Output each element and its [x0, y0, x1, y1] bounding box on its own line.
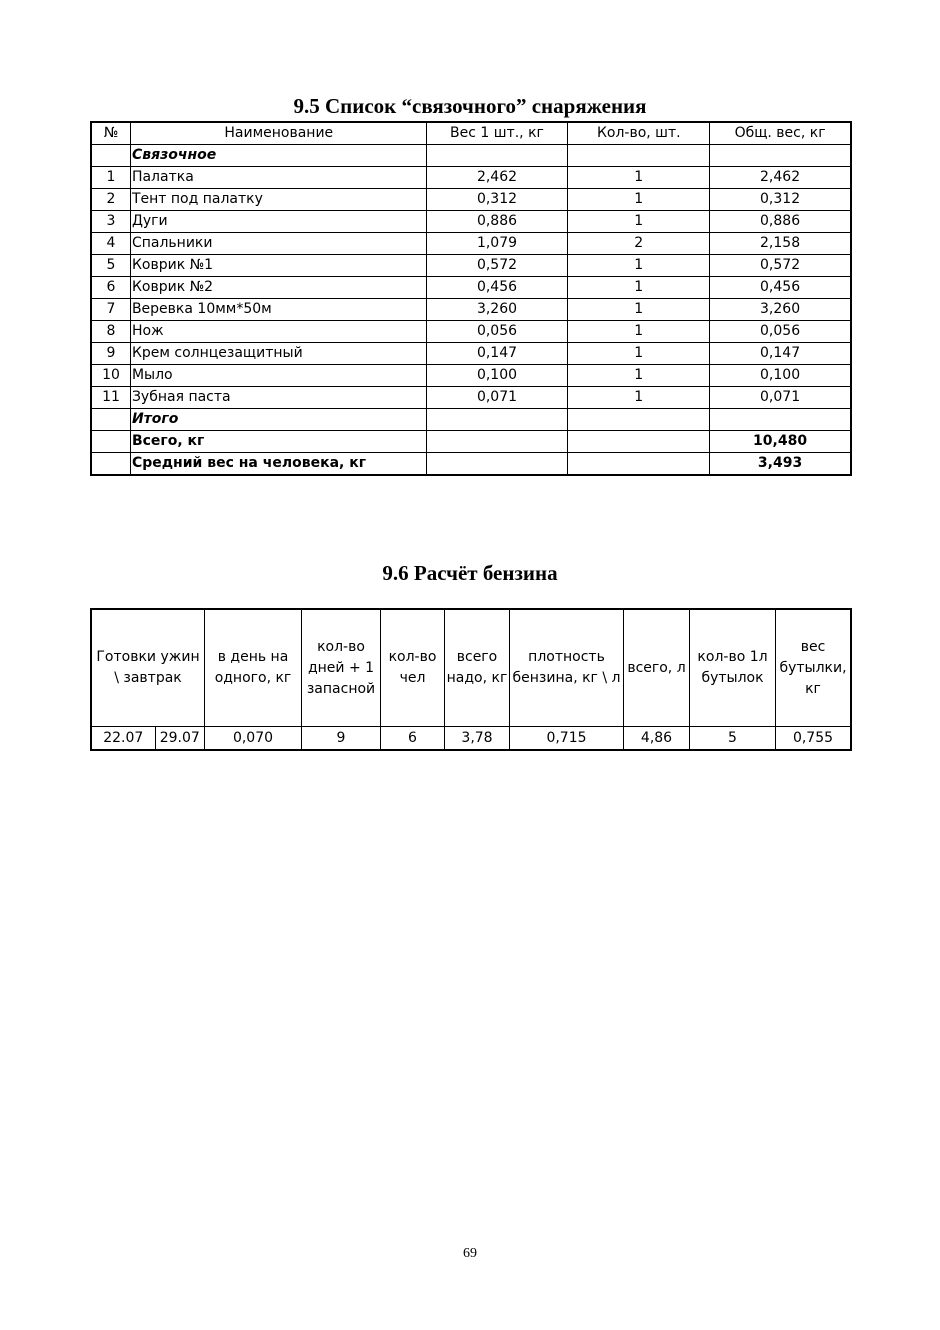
- row-qty: 1: [568, 299, 710, 321]
- table-row: [91, 365, 851, 387]
- row-qty: 1: [568, 321, 710, 343]
- table-row: [91, 211, 851, 233]
- header-bottle-weight: вес бутылки, кг: [776, 609, 852, 727]
- header-days: кол-во дней + 1 запасной: [302, 609, 381, 727]
- table-row: [91, 233, 851, 255]
- row-weight: 0,100: [426, 365, 568, 387]
- row-name: Веревка 10мм*50м: [130, 299, 426, 321]
- row-num: 3: [91, 211, 130, 233]
- table-row: [91, 277, 851, 299]
- row-total: 0,572: [710, 255, 851, 277]
- header-bottles: кол-во 1л бутылок: [690, 609, 776, 727]
- row-weight: 0,312: [426, 189, 568, 211]
- row-name: Палатка: [130, 167, 426, 189]
- row-name: Мыло: [130, 365, 426, 387]
- row-name: Коврик №1: [130, 255, 426, 277]
- row-qty: 1: [568, 343, 710, 365]
- value-days: 9: [302, 727, 381, 751]
- header-num: №: [91, 122, 130, 145]
- row-name: Спальники: [130, 233, 426, 255]
- row-name: Дуги: [130, 211, 426, 233]
- total-row: [91, 431, 851, 453]
- section-row: [91, 145, 851, 167]
- avg-value: 3,493: [710, 453, 851, 476]
- row-num: 10: [91, 365, 130, 387]
- fuel-values-row: [91, 727, 851, 751]
- section-label: Связочное: [130, 145, 426, 167]
- row-total: 2,462: [710, 167, 851, 189]
- row-total: 0,456: [710, 277, 851, 299]
- row-name: Зубная паста: [130, 387, 426, 409]
- row-qty: 1: [568, 211, 710, 233]
- row-num: 4: [91, 233, 130, 255]
- table-row: [91, 343, 851, 365]
- table-row: [91, 255, 851, 277]
- page-number: 69: [463, 1246, 477, 1261]
- header-name: Наименование: [130, 122, 426, 145]
- fuel-header-row: [91, 609, 851, 727]
- row-num: 11: [91, 387, 130, 409]
- value-people: 6: [381, 727, 445, 751]
- row-qty: 1: [568, 189, 710, 211]
- row-qty: 2: [568, 233, 710, 255]
- row-num: 1: [91, 167, 130, 189]
- row-weight: 2,462: [426, 167, 568, 189]
- row-total: 0,071: [710, 387, 851, 409]
- header-per-day: в день на одного, кг: [205, 609, 302, 727]
- row-num: 5: [91, 255, 130, 277]
- summary-label: Итого: [130, 409, 426, 431]
- header-total-need: всего надо, кг: [445, 609, 510, 727]
- row-name: Крем солнцезащитный: [130, 343, 426, 365]
- avg-label: Средний вес на человека, кг: [130, 453, 426, 476]
- header-weight: Вес 1 шт., кг: [426, 122, 568, 145]
- table-row: [91, 167, 851, 189]
- table-row: [91, 189, 851, 211]
- value-dinner: 22.07: [91, 727, 155, 751]
- header-total-l: всего, л: [624, 609, 690, 727]
- row-name: Тент под палатку: [130, 189, 426, 211]
- row-num: 7: [91, 299, 130, 321]
- header-cooking: Готовки ужин \ завтрак: [91, 609, 205, 727]
- row-weight: 3,260: [426, 299, 568, 321]
- row-num: 6: [91, 277, 130, 299]
- total-label: Всего, кг: [130, 431, 426, 453]
- row-weight: 0,056: [426, 321, 568, 343]
- fuel-table: [90, 608, 852, 751]
- row-total: 2,158: [710, 233, 851, 255]
- table-row: [91, 321, 851, 343]
- row-total: 3,260: [710, 299, 851, 321]
- row-total: 0,056: [710, 321, 851, 343]
- equipment-title: 9.5 Список “связочного” снаряжения: [293, 94, 647, 118]
- row-qty: 1: [568, 277, 710, 299]
- row-num: 2: [91, 189, 130, 211]
- equipment-table: [90, 121, 852, 476]
- row-weight: 0,147: [426, 343, 568, 365]
- row-weight: 0,456: [426, 277, 568, 299]
- table-row: [91, 299, 851, 321]
- row-total: 0,147: [710, 343, 851, 365]
- row-qty: 1: [568, 167, 710, 189]
- fuel-title: 9.6 Расчёт бензина: [382, 561, 558, 585]
- avg-row: [91, 453, 851, 476]
- row-name: Нож: [130, 321, 426, 343]
- row-weight: 0,886: [426, 211, 568, 233]
- row-total: 0,312: [710, 189, 851, 211]
- value-density: 0,715: [510, 727, 624, 751]
- value-bottle-weight: 0,755: [776, 727, 852, 751]
- value-total-need: 3,78: [445, 727, 510, 751]
- table-row: [91, 387, 851, 409]
- row-num: 9: [91, 343, 130, 365]
- table-header-row: [91, 122, 851, 145]
- row-total: 0,886: [710, 211, 851, 233]
- value-total-l: 4,86: [624, 727, 690, 751]
- row-weight: 0,071: [426, 387, 568, 409]
- row-qty: 1: [568, 387, 710, 409]
- row-name: Коврик №2: [130, 277, 426, 299]
- row-qty: 1: [568, 365, 710, 387]
- row-weight: 1,079: [426, 233, 568, 255]
- header-people: кол-во чел: [381, 609, 445, 727]
- header-qty: Кол-во, шт.: [568, 122, 710, 145]
- row-num: 8: [91, 321, 130, 343]
- row-weight: 0,572: [426, 255, 568, 277]
- header-density: плотность бензина, кг \ л: [510, 609, 624, 727]
- value-bottles: 5: [690, 727, 776, 751]
- value-breakfast: 29.07: [155, 727, 204, 751]
- value-per-day: 0,070: [205, 727, 302, 751]
- row-total: 0,100: [710, 365, 851, 387]
- total-value: 10,480: [710, 431, 851, 453]
- summary-row: [91, 409, 851, 431]
- header-total: Общ. вес, кг: [710, 122, 851, 145]
- row-qty: 1: [568, 255, 710, 277]
